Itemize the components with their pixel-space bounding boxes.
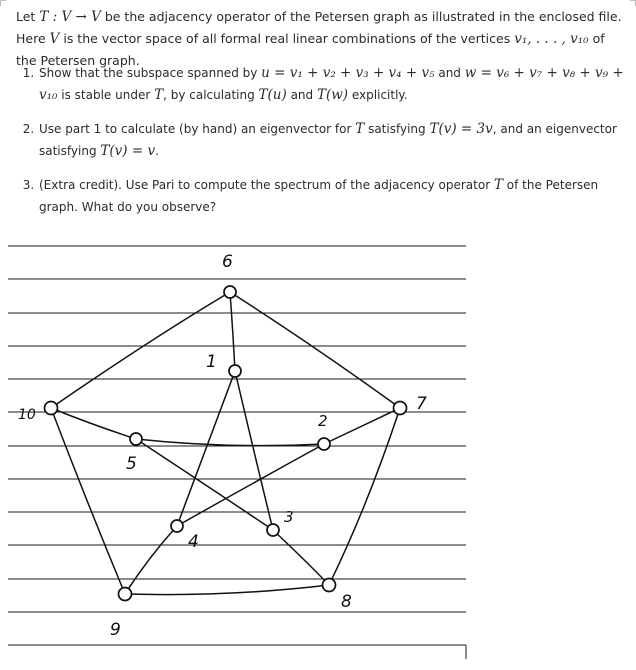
petersen-graph-sketch <box>8 243 468 661</box>
ruled-paper-lines <box>8 246 466 659</box>
vertex-10 <box>45 402 58 415</box>
edge-6-10 <box>51 292 230 408</box>
page-corner-left <box>0 0 6 6</box>
vertex-label-9: 9 <box>110 620 121 640</box>
vertex-label-6: 6 <box>222 252 233 272</box>
vertex-label-5: 5 <box>126 454 137 474</box>
edge-7-2 <box>324 408 400 444</box>
edge-9-4 <box>125 526 177 594</box>
vertex-5 <box>130 433 142 445</box>
vertex-label-1: 1 <box>206 352 217 372</box>
vertex-2 <box>318 438 330 450</box>
task-item-3: 3. (Extra credit). Use Pari to compute the spectrum of the adjacency operator T of the Petersen graph. What do you observe? <box>38 174 636 218</box>
edge-7-8 <box>329 408 400 585</box>
vertex-6 <box>224 286 236 298</box>
w-expression: w = v₆ + v₇ + v₈ + v₉ + v₁₀ <box>39 65 624 103</box>
edge-6-7 <box>230 292 400 408</box>
u-expression: u = v₁ + v₂ + v₃ + v₄ + v₅ <box>261 65 435 81</box>
vertex-8 <box>323 579 336 592</box>
edge-9-8 <box>125 585 329 595</box>
vertex-label-10: 10 <box>18 407 36 423</box>
vertex-label-4: 4 <box>188 532 199 552</box>
vertex-list: v₁, . . . , v₁₀ <box>514 31 589 47</box>
edge-2-4 <box>177 444 324 526</box>
vertex-7 <box>394 402 407 415</box>
vertex-4 <box>171 520 183 532</box>
edge-10-5 <box>51 408 136 439</box>
petersen-graph-figure <box>8 243 468 661</box>
vertex-1 <box>229 365 241 377</box>
task-list <box>16 62 636 218</box>
eigen-equation-3: T(v) = 3v <box>429 121 493 137</box>
problem-intro: Let T : V → V be the adjacency operator of the Petersen graph as illustrated in the enclosed file. Here V is the vector space of all formal real linear combinations of the vertices v₁, . . . , v₁₀ of the Petersen graph. <box>16 9 622 68</box>
edge-6-1 <box>230 292 235 371</box>
vertex-label-7: 7 <box>416 394 427 414</box>
vertex-3 <box>267 524 279 536</box>
task-item-1: 1. Show that the subspace spanned by u = v₁ + v₂ + v₃ + v₄ + v₅ and w = v₆ + v₇ + v₈ + v₉ + v₁₀ is stable under T, by calculating T(u) and T(w) explicitly. <box>38 62 636 106</box>
page-corner-right <box>630 0 636 6</box>
vertex-label-8: 8 <box>341 592 352 612</box>
task-item-2: 2. Use part 1 to calculate (by hand) an eigenvector for T satisfying T(v) = 3v, and an eigenvector satisfying T(v) = v. <box>38 118 636 162</box>
vertex-label-3: 3 <box>284 508 294 526</box>
space-symbol: V <box>49 31 60 47</box>
map-expression: T : V → V <box>39 9 101 25</box>
vertex-9 <box>119 588 132 601</box>
eigen-equation-1: T(v) = v <box>100 143 156 159</box>
graph-edges <box>51 292 400 595</box>
vertex-label-2: 2 <box>318 412 328 430</box>
edge-5-2 <box>136 439 324 446</box>
edge-1-4 <box>177 371 235 526</box>
edge-8-3 <box>273 530 329 585</box>
graph-vertices <box>45 286 407 601</box>
edge-10-9 <box>51 408 125 594</box>
edge-1-3 <box>235 371 273 530</box>
